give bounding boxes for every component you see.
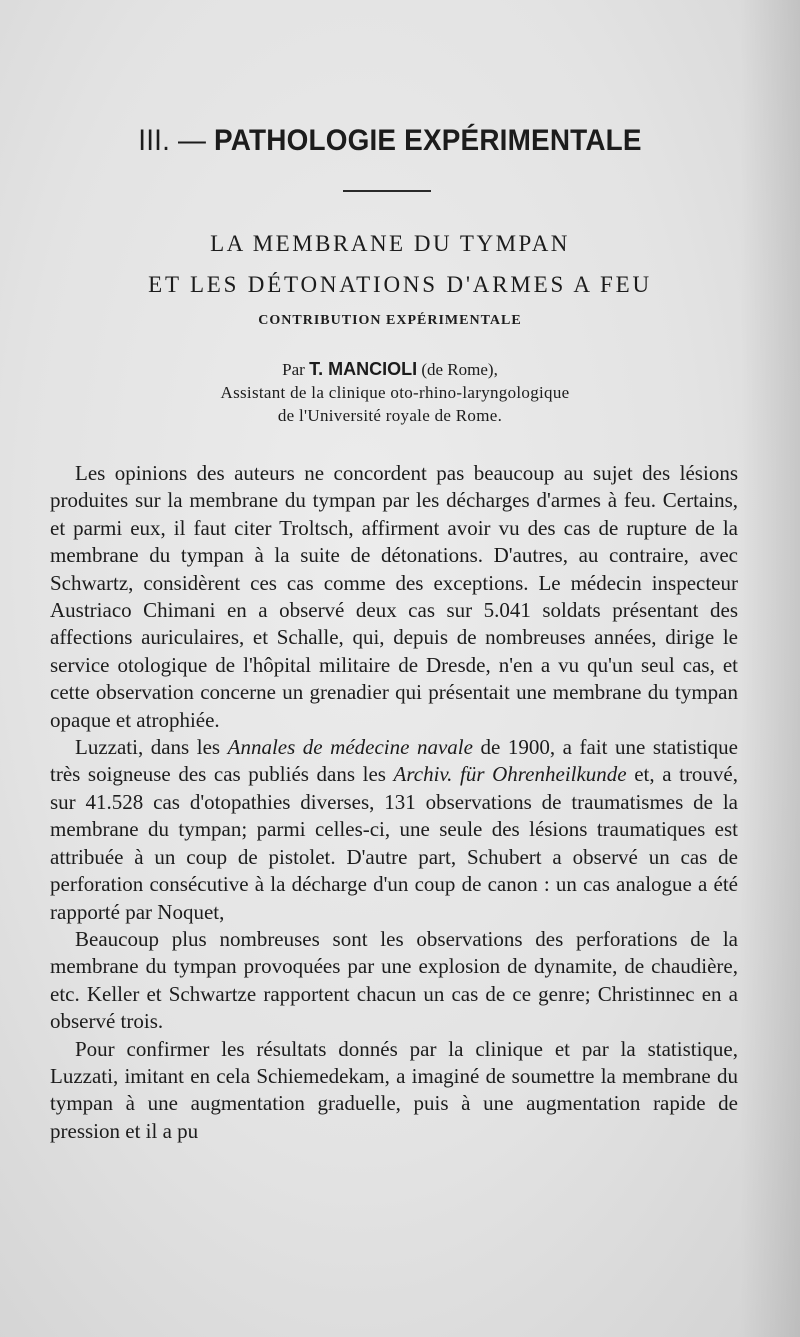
paragraph-4: Pour confirmer les résultats donnés par la clinique et par la statistique, Luzzati, imitant en cela Schiemedekam, a imaginé de soumettre la membrane du tympan à une augmentation graduelle, puis à une augmentation rapide de pression et il a pu bbox=[50, 1036, 738, 1143]
paragraph-1: Les opinions des auteurs ne concordent pas beaucoup au sujet des lésions produites sur la membrane du tympan par les décharges d'armes à feu. Certains, et parmi eux, il faut citer Troltsch, affirment avoir vu des cas de rupture de la membrane du tympan à la suite de détonations. D'autres, au contraire, avec Schwartz, considèrent ces cas comme des exceptions. Le médecin inspecteur Austriaco Chimani en a observé deux cas sur 5.041 soldats présentant des affections auriculaires, et Schalle, qui, depuis de nombreuses années, dirige le service otologique de l'hôpital militaire de Dresde, n'en a vu qu'un seul cas, et cette observation concerne un grenadier qui présentait une membrane du tympan opaque et atrophiée. bbox=[50, 461, 738, 732]
separator-rule bbox=[343, 190, 431, 192]
paragraph-2-text-b: de 1900, a fait une statistique très soigneuse des cas publiés dans les bbox=[50, 735, 738, 787]
page-edge-shadow bbox=[740, 0, 800, 1337]
paragraph-3: Beaucoup plus nombreuses sont les observations des perforations de la membrane du tympan provoquées par une explosion de dynamite, de chaudière, etc. Keller et Schwartze rapportent chacun un cas de ce genre; Christinnec en a observé trois. bbox=[50, 926, 738, 1034]
article-body bbox=[50, 460, 738, 1145]
section-dash: — bbox=[178, 124, 207, 157]
paragraph-2 bbox=[50, 734, 738, 926]
author-byline bbox=[0, 359, 780, 380]
paragraph-2-text-c: et, a trouvé, sur 41.528 cas d'otopathies diverses, 131 observations de traumatismes de la membrane du tympan; parmi celles-ci, une seule des lésions traumatiques est attribuée à un coup de pistolet. D'autre part, Schubert a observé un cas de perforation consécutive à la décharge d'un coup de canon : un cas analogue a été rapporté par Noquet, bbox=[50, 762, 739, 924]
article-subtitle: CONTRIBUTION EXPÉRIMENTALE bbox=[258, 313, 522, 328]
author-place: (de Rome), bbox=[421, 360, 498, 379]
section-name: PATHOLOGIE EXPÉRIMENTALE bbox=[214, 124, 642, 157]
byline-prefix: Par bbox=[282, 360, 305, 379]
affiliation-line-2: de l'Université royale de Rome. bbox=[277, 406, 503, 425]
journal-title-archiv: Archiv. für Ohrenheilkunde bbox=[393, 762, 627, 787]
article-title-line-1: LA MEMBRANE DU TYMPAN bbox=[210, 231, 570, 256]
section-heading bbox=[27, 124, 752, 158]
affiliation-line-1: Assistant de la clinique oto-rhino-laryngologique bbox=[220, 383, 570, 402]
journal-title-annales: Annales de médecine navale bbox=[227, 735, 473, 760]
article-title-line-2: ET LES DÉTONATIONS D'ARMES A FEU bbox=[148, 272, 652, 297]
author-name: T. MANCIOLI bbox=[309, 359, 418, 379]
paragraph-2-text-a: Luzzati, dans les bbox=[75, 735, 228, 760]
section-number: III. bbox=[138, 124, 171, 157]
